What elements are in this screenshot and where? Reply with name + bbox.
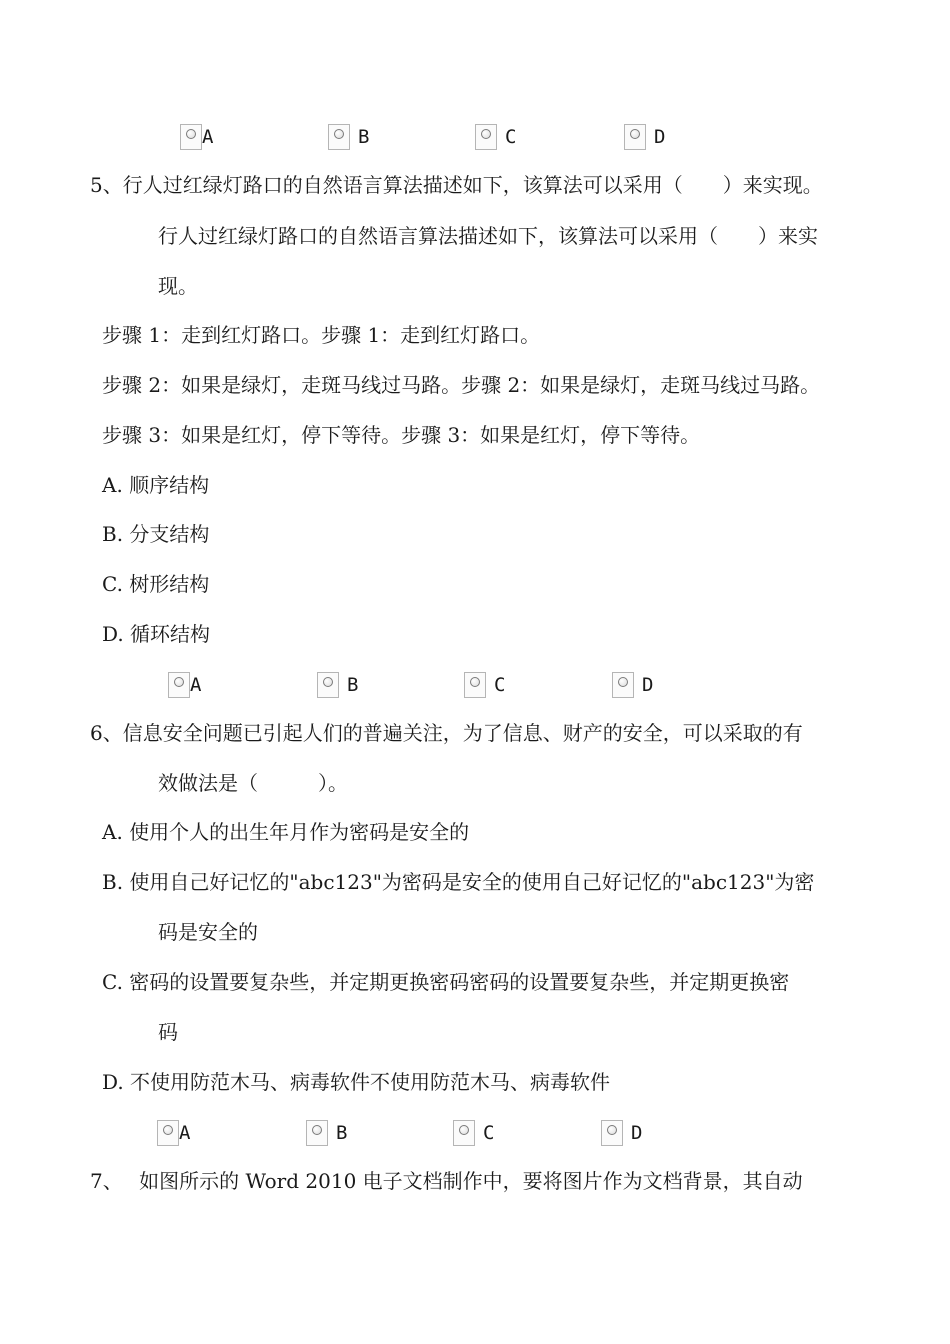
option-c[interactable] bbox=[464, 670, 505, 700]
q7-stem: 7、 如图所示的 Word 2010 电子文档制作中，要将图片作为文档背景，其自动 bbox=[90, 1169, 803, 1193]
option-b[interactable] bbox=[328, 122, 369, 152]
option-d[interactable] bbox=[612, 670, 653, 700]
q5-step-3: 步骤 3：如果是红灯，停下等待。步骤 3：如果是红灯，停下等待。 bbox=[102, 423, 701, 447]
option-b[interactable] bbox=[306, 1118, 347, 1148]
option-label: B bbox=[358, 126, 370, 148]
option-label: D bbox=[642, 674, 654, 696]
option-d[interactable] bbox=[601, 1118, 642, 1148]
q5-choice-b: B. 分支结构 bbox=[102, 522, 210, 546]
option-c[interactable] bbox=[453, 1118, 494, 1148]
option-label: A bbox=[190, 674, 202, 696]
option-label: B bbox=[336, 1122, 348, 1144]
radio-icon[interactable] bbox=[601, 1120, 623, 1146]
q5-stem: 5、行人过红绿灯路口的自然语言算法描述如下，该算法可以采用（ ）来实现。 bbox=[90, 173, 823, 197]
q5-stem-repeat-cont: 现。 bbox=[158, 274, 198, 298]
radio-icon[interactable] bbox=[317, 672, 339, 698]
radio-icon[interactable] bbox=[624, 124, 646, 150]
q6-choice-a: A. 使用个人的出生年月作为密码是安全的 bbox=[102, 820, 470, 844]
option-a[interactable] bbox=[168, 670, 201, 700]
option-label: A bbox=[179, 1122, 191, 1144]
q6-choice-d: D. 不使用防范木马、病毒软件不使用防范木马、病毒软件 bbox=[102, 1070, 611, 1094]
q6-choice-c: C. 密码的设置要复杂些，并定期更换密码密码的设置要复杂些，并定期更换密 bbox=[102, 970, 790, 994]
q6-choice-b: B. 使用自己好记忆的"abc123"为密码是安全的使用自己好记忆的"abc123"为密 bbox=[102, 870, 815, 894]
option-label: A bbox=[202, 126, 214, 148]
option-b[interactable] bbox=[317, 670, 358, 700]
radio-icon[interactable] bbox=[464, 672, 486, 698]
radio-icon[interactable] bbox=[328, 124, 350, 150]
option-label: D bbox=[654, 126, 666, 148]
option-label: C bbox=[483, 1122, 495, 1144]
answer-row-q6 bbox=[0, 1118, 950, 1148]
q6-stem: 6、信息安全问题已引起人们的普遍关注，为了信息、财产的安全，可以采取的有 bbox=[90, 721, 803, 745]
q6-choice-c-cont: 码 bbox=[158, 1020, 178, 1044]
option-label: C bbox=[505, 126, 517, 148]
radio-icon[interactable] bbox=[453, 1120, 475, 1146]
option-a[interactable] bbox=[157, 1118, 190, 1148]
option-label: B bbox=[347, 674, 359, 696]
option-c[interactable] bbox=[475, 122, 516, 152]
radio-icon[interactable] bbox=[157, 1120, 179, 1146]
radio-icon[interactable] bbox=[306, 1120, 328, 1146]
radio-icon[interactable] bbox=[168, 672, 190, 698]
q5-step-2: 步骤 2：如果是绿灯，走斑马线过马路。步骤 2：如果是绿灯，走斑马线过马路。 bbox=[102, 373, 821, 397]
q5-step-1: 步骤 1：走到红灯路口。步骤 1：走到红灯路口。 bbox=[102, 323, 541, 347]
q5-choice-d: D. 循环结构 bbox=[102, 622, 211, 646]
q5-choice-c: C. 树形结构 bbox=[102, 572, 210, 596]
option-label: D bbox=[631, 1122, 643, 1144]
q5-stem-repeat: 行人过红绿灯路口的自然语言算法描述如下，该算法可以采用（ ）来实 bbox=[158, 224, 818, 248]
radio-icon[interactable] bbox=[180, 124, 202, 150]
option-label: C bbox=[494, 674, 506, 696]
option-a[interactable] bbox=[180, 122, 213, 152]
answer-row-q4 bbox=[0, 122, 950, 152]
q6-stem-cont: 效做法是（ ）。 bbox=[158, 771, 348, 795]
radio-icon[interactable] bbox=[612, 672, 634, 698]
option-d[interactable] bbox=[624, 122, 665, 152]
radio-icon[interactable] bbox=[475, 124, 497, 150]
answer-row-q5 bbox=[0, 670, 950, 700]
q6-choice-b-cont: 码是安全的 bbox=[158, 920, 258, 944]
q5-choice-a: A. 顺序结构 bbox=[102, 473, 210, 497]
